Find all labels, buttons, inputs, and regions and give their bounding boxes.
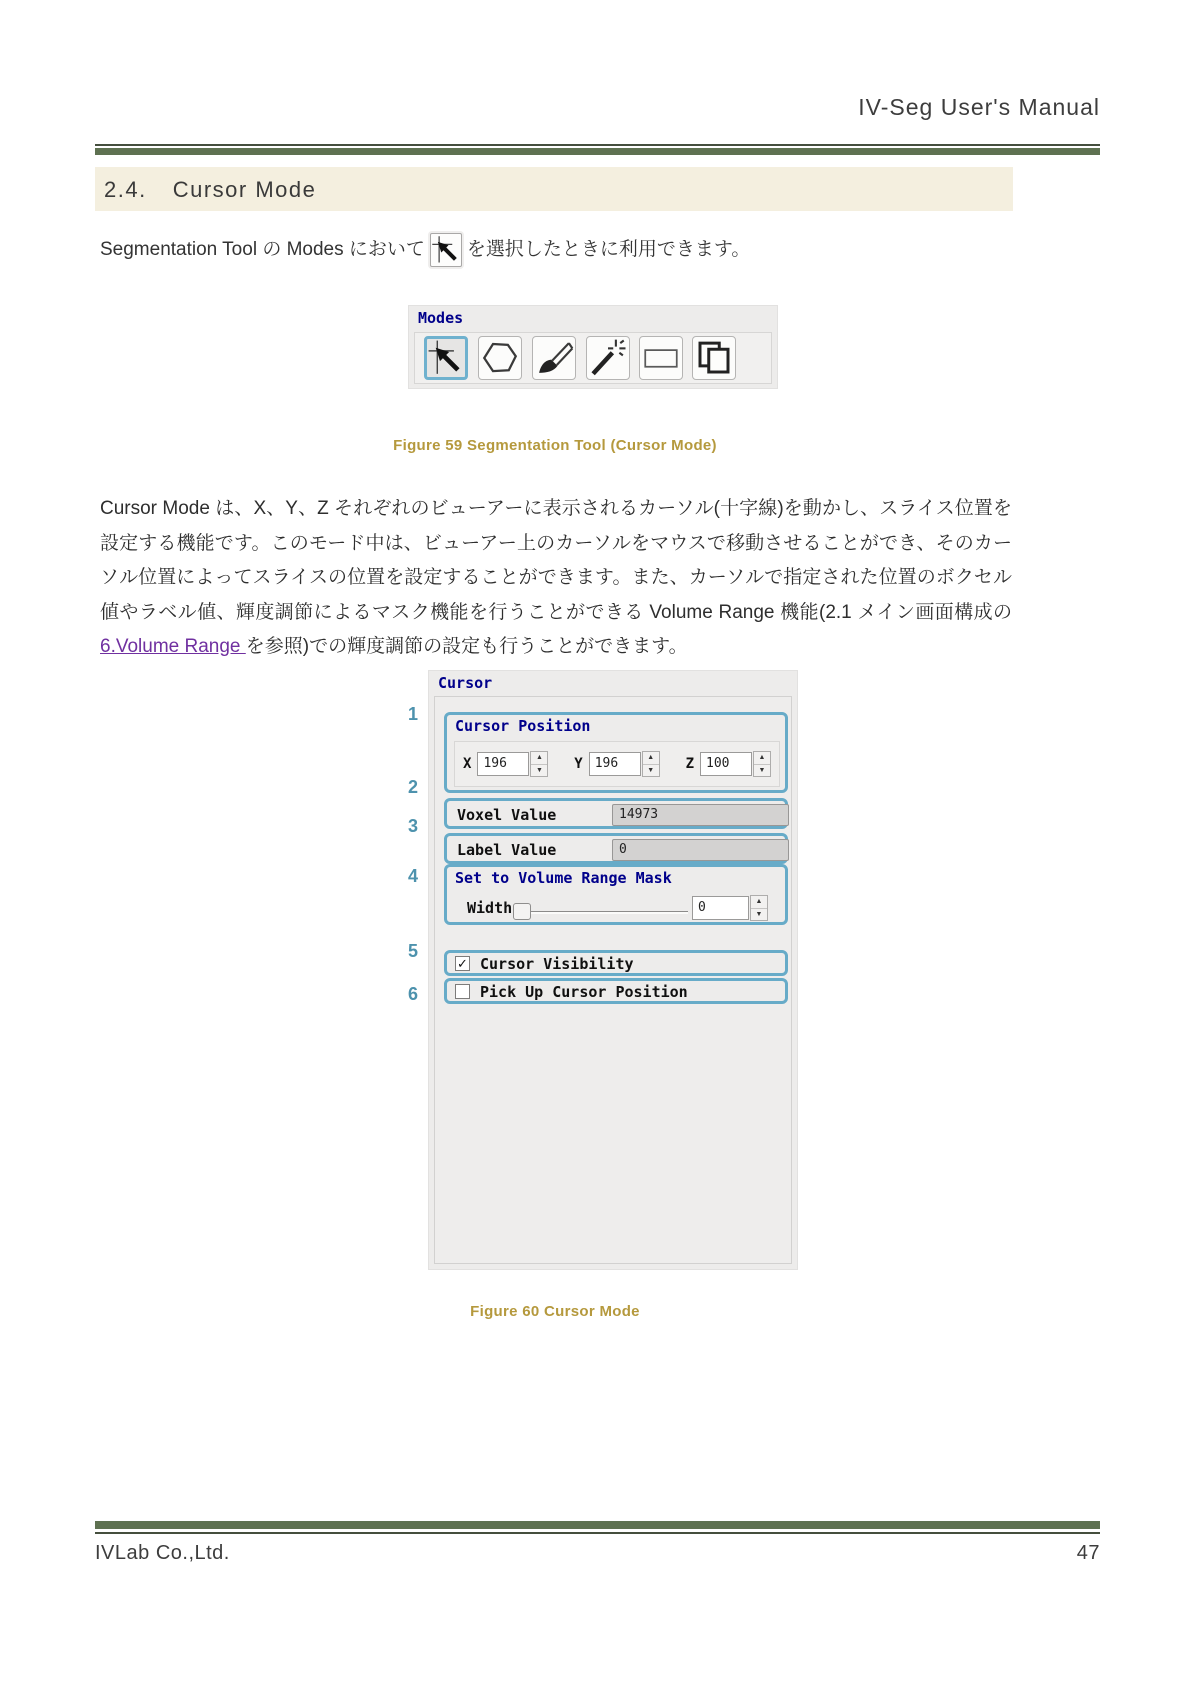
width-input[interactable]: 0 (692, 896, 749, 920)
spin-down-icon[interactable]: ▼ (647, 766, 655, 774)
width-spinbox (692, 895, 768, 921)
figure-60-caption: Figure 60 Cursor Mode (470, 1303, 640, 1320)
footer-rule-thick (95, 1521, 1100, 1529)
header-rule-thick (95, 148, 1100, 155)
label-value-row (444, 833, 788, 864)
cursor-position-group (444, 712, 788, 793)
voxel-value-label: Voxel Value (457, 806, 557, 824)
x-label: X (463, 756, 472, 772)
pick-up-cursor-label: Pick Up Cursor Position (480, 983, 688, 1001)
spin-up-icon[interactable]: ▲ (531, 752, 547, 765)
intro-paragraph (100, 232, 1060, 268)
x-input[interactable]: 196 (477, 752, 529, 776)
spin-down-icon[interactable]: ▼ (758, 766, 766, 774)
annotation-1: 1 (407, 704, 418, 724)
cursor-panel-screenshot (428, 670, 798, 1270)
check-icon: ✓ (457, 956, 468, 971)
footer-page-number: 47 (1076, 1542, 1100, 1564)
footer-company: IVLab Co.,Ltd. (95, 1542, 230, 1564)
voxel-value-row (444, 798, 788, 829)
paragraph-text-1: Cursor Mode は、X、Y、Z それぞれのビューアーに表示されるカーソル(十字線)を動かし、スライス位置を設定する機能です。このモード中は、ビューアー上のカーソルをマウスで移動させることができ、そのカーソル位置によってスライスの位置を設定することができます。また、カーソルで指定された位置のボクセル値やラベル値、輝度調節によるマスク機能を行うことができる Volume Range 機能(2.1 メイン画面構成の (100, 498, 1012, 623)
section-number: 2.4. (104, 177, 147, 202)
spin-down-icon[interactable]: ▼ (535, 766, 543, 774)
width-slider-track (518, 911, 688, 914)
cursor-visibility-label: Cursor Visibility (480, 955, 634, 973)
modes-toolbar (414, 332, 772, 384)
volume-range-link[interactable]: 6.Volume Range (100, 636, 246, 657)
x-spin-buttons[interactable] (530, 751, 548, 777)
section-heading (95, 167, 1013, 211)
y-spin-buttons[interactable] (642, 751, 660, 777)
rectangle-tool-button[interactable] (639, 336, 683, 380)
brush-tool-button[interactable] (532, 336, 576, 380)
modes-toolbar-screenshot (408, 305, 778, 389)
z-spin-buttons[interactable] (753, 751, 771, 777)
annotation-2: 2 (407, 777, 418, 797)
width-spin-buttons[interactable] (750, 895, 768, 921)
section-title: Cursor Mode (172, 177, 317, 202)
cursor-panel-body (434, 696, 792, 1264)
z-input[interactable]: 100 (700, 752, 752, 776)
intro-text-after: を選択したときに利用できます。 (466, 239, 751, 260)
z-spinbox (686, 751, 771, 777)
magic-wand-tool-button[interactable] (586, 336, 630, 380)
cursor-panel-title: Cursor (438, 674, 493, 692)
label-value-field: 0 (612, 839, 789, 861)
spin-up-icon[interactable]: ▲ (643, 752, 659, 765)
annotation-4: 4 (407, 866, 418, 886)
figure-59-caption: Figure 59 Segmentation Tool (Cursor Mode) (393, 437, 717, 454)
spin-down-icon[interactable]: ▼ (755, 910, 763, 918)
spin-up-icon[interactable]: ▲ (754, 752, 770, 765)
width-slider-handle[interactable] (513, 903, 531, 920)
footer-rule-thin (95, 1532, 1100, 1534)
body-paragraph (100, 492, 1012, 665)
duplicate-rectangle-tool-button[interactable] (692, 336, 736, 380)
cursor-tool-button[interactable] (424, 336, 468, 380)
label-value-label: Label Value (457, 841, 557, 859)
page-footer (95, 1542, 1100, 1565)
annotation-6: 6 (407, 984, 418, 1004)
y-spinbox (574, 751, 659, 777)
width-label: Width (467, 899, 513, 917)
y-label: Y (574, 756, 583, 772)
voxel-value-field: 14973 (612, 804, 789, 826)
pick-up-cursor-checkbox[interactable] (455, 984, 470, 999)
document-header-title: IV-Seg User's Manual (858, 94, 1100, 120)
annotation-3: 3 (407, 816, 418, 836)
cursor-position-fields (454, 741, 780, 787)
intro-text-before: Segmentation Tool の Modes において (100, 239, 425, 260)
volume-range-mask-group (444, 864, 788, 925)
cursor-visibility-checkbox[interactable] (455, 956, 470, 971)
y-input[interactable]: 196 (589, 752, 641, 776)
modes-panel-title: Modes (418, 309, 464, 327)
x-spinbox (463, 751, 548, 777)
pick-up-cursor-row (444, 978, 788, 1004)
cursor-visibility-row (444, 950, 788, 976)
z-label: Z (685, 756, 694, 772)
cursor-position-title: Cursor Position (455, 717, 591, 735)
polygon-tool-button[interactable] (478, 336, 522, 380)
volume-range-mask-title: Set to Volume Range Mask (455, 869, 672, 887)
header-rule-thin (95, 144, 1100, 146)
spin-up-icon[interactable]: ▲ (751, 896, 767, 909)
annotation-5: 5 (407, 941, 418, 961)
paragraph-text-2: を参照)での輝度調節の設定も行うことができます。 (245, 636, 688, 657)
cursor-tool-icon (430, 233, 462, 267)
